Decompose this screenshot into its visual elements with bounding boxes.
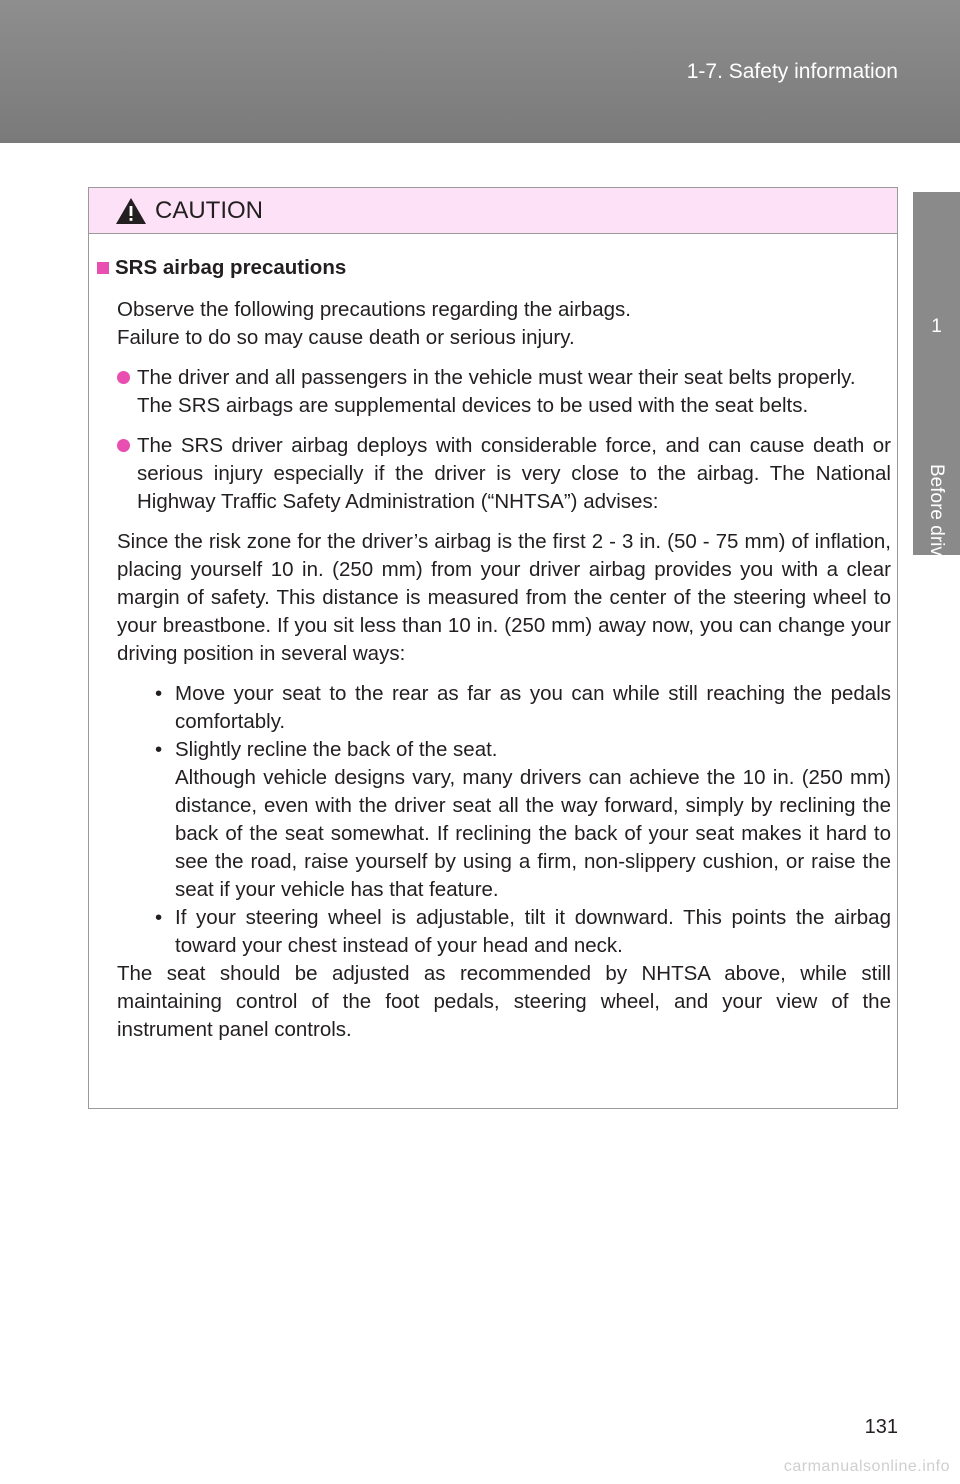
list-item: • Slightly recline the back of the seat. Although vehicle designs vary, many drivers can achieve the 10 in. (250 mm) distance, even with the driver seat all the way forward, simply by reclining the back of the seat somewhat. If reclining the back of your seat makes it hard to see the road, raise yourself by using a firm, non-slippery cushion, or raise the seat if your vehicle has that feature.	[155, 738, 891, 901]
caution-label: CAUTION	[155, 196, 263, 224]
bullet-item: The driver and all passengers in the vehicle must wear their seat belts properly. The SRS airbags are supplemental devices to be used with the seat belts.	[117, 364, 891, 420]
section-heading: SRS airbag precautions	[97, 254, 891, 282]
caution-content	[117, 254, 891, 1044]
list-item: • Move your seat to the rear as far as you can while still reaching the pedals comfortably.	[155, 682, 891, 733]
caution-box	[88, 187, 898, 1109]
adjustment-list	[117, 680, 891, 960]
chapter-label: Before driving	[926, 464, 947, 582]
intro-line-1: Observe the following precautions regarding the airbags.	[117, 298, 631, 321]
watermark: carmanualsonline.info	[783, 1458, 950, 1475]
bullet-list	[117, 364, 891, 516]
bullet-item: The SRS driver airbag deploys with considerable force, and can cause death or serious injury especially if the driver is very close to the airbag. The National Highway Traffic Safety Administration (“NHTSA”) advises:	[117, 432, 891, 516]
pink-dot-icon	[117, 439, 130, 452]
risk-zone-paragraph: Since the risk zone for the driver’s airbag is the first 2 - 3 in. (50 - 75 mm) of inflation, placing yourself 10 in. (250 mm) from your driver airbag provides you with a clear margin of safety. This distance is measured from the center of the steering wheel to your breastbone. If you sit less than 10 in. (250 mm) away now, you can change your driving position in several ways:	[117, 530, 891, 665]
caution-header	[89, 188, 897, 234]
page-header	[0, 0, 960, 143]
chapter-number: 1	[931, 316, 942, 337]
section-title: 1-7. Safety information	[686, 60, 898, 83]
square-bullet-icon	[97, 262, 109, 274]
warning-triangle-icon	[115, 197, 147, 225]
intro-line-2: Failure to do so may cause death or serious injury.	[117, 326, 575, 349]
pink-dot-icon	[117, 371, 130, 384]
closing-paragraph: The seat should be adjusted as recommended by NHTSA above, while still maintaining control of the foot pedals, steering wheel, and your view of the instrument panel controls.	[117, 962, 891, 1041]
list-item: • If your steering wheel is adjustable, tilt it downward. This points the airbag toward your chest instead of your head and neck.	[155, 906, 891, 957]
page-number: 131	[864, 1416, 898, 1438]
